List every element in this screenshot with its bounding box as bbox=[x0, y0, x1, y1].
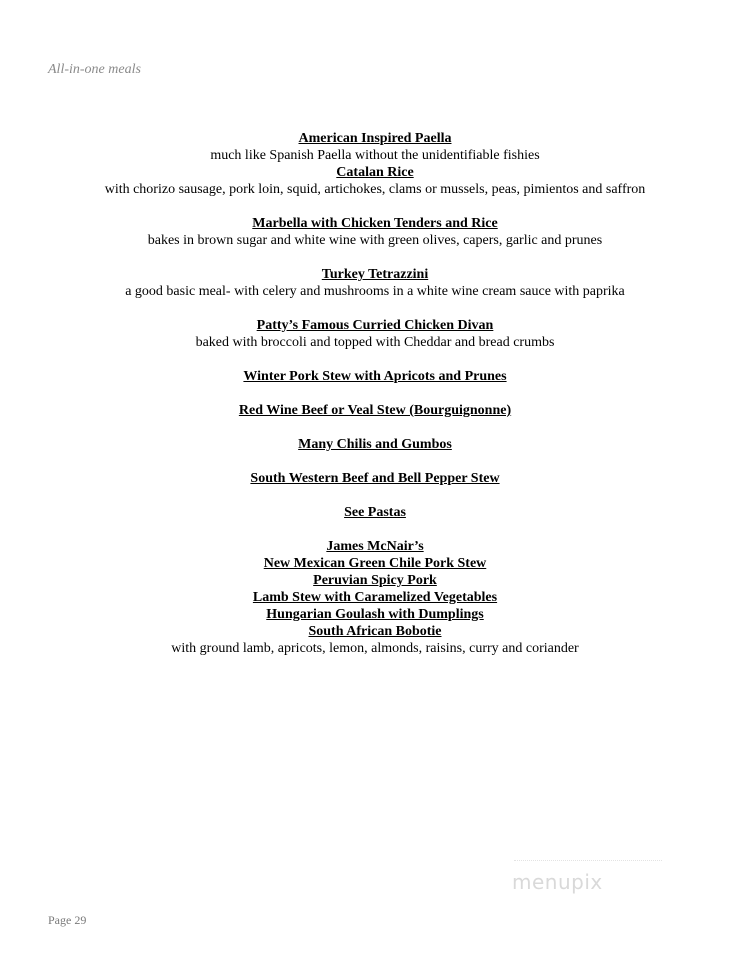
spacer bbox=[0, 351, 750, 368]
see-pastas-link: See Pastas bbox=[344, 505, 406, 520]
dish-name: Turkey Tetrazzini bbox=[321, 267, 429, 282]
spacer bbox=[0, 198, 750, 215]
spacer bbox=[0, 385, 750, 402]
dish-description: with chorizo sausage, pork loin, squid, artichokes, clams or mussels, peas, pimientos and saffron bbox=[104, 182, 646, 197]
dish-name: Red Wine Beef or Veal Stew (Bourguignonne) bbox=[238, 403, 512, 418]
dish-name: Peruvian Spicy Pork bbox=[313, 573, 437, 588]
menu-item bbox=[0, 215, 750, 249]
menu-item bbox=[0, 317, 750, 351]
spacer bbox=[0, 419, 750, 436]
spacer bbox=[0, 487, 750, 504]
dish-name: South African Bobotie bbox=[308, 624, 442, 639]
mcnair-group bbox=[0, 538, 750, 657]
page-header: All-in-one meals bbox=[48, 62, 141, 77]
page-number: Page 29 bbox=[48, 913, 87, 927]
spacer bbox=[0, 453, 750, 470]
dish-description: with ground lamb, apricots, lemon, almonds, raisins, curry and coriander bbox=[171, 641, 579, 656]
dish-name: Lamb Stew with Caramelized Vegetables bbox=[252, 590, 498, 605]
dish-name: Winter Pork Stew with Apricots and Prunes bbox=[243, 369, 507, 384]
dish-name: Catalan Rice bbox=[336, 165, 414, 180]
watermark-line bbox=[514, 860, 662, 861]
dish-name: Marbella with Chicken Tenders and Rice bbox=[252, 216, 498, 231]
dish-name: New Mexican Green Chile Pork Stew bbox=[263, 556, 487, 571]
menupix-watermark bbox=[512, 870, 662, 894]
dish-name: Hungarian Goulash with Dumplings bbox=[266, 607, 484, 622]
watermark-text: menupix bbox=[512, 870, 603, 894]
spacer bbox=[0, 300, 750, 317]
dish-description: a good basic meal- with celery and mushrooms in a white wine cream sauce with paprika bbox=[125, 284, 625, 299]
dish-name: South Western Beef and Bell Pepper Stew bbox=[250, 471, 500, 486]
dish-name: Many Chilis and Gumbos bbox=[298, 437, 452, 452]
dish-description: much like Spanish Paella without the unidentifiable fishies bbox=[210, 148, 540, 163]
menu-item bbox=[0, 130, 750, 164]
group-author: James McNair’s bbox=[326, 539, 424, 554]
menu-item bbox=[0, 266, 750, 300]
menu-item bbox=[0, 164, 750, 198]
dish-description: baked with broccoli and topped with Cheddar and bread crumbs bbox=[195, 335, 555, 350]
dish-description: bakes in brown sugar and white wine with green olives, capers, garlic and prunes bbox=[147, 233, 603, 248]
spacer bbox=[0, 249, 750, 266]
dish-name: Patty’s Famous Curried Chicken Divan bbox=[256, 318, 494, 333]
dish-name: American Inspired Paella bbox=[298, 131, 452, 146]
menu-list bbox=[0, 130, 750, 657]
spacer bbox=[0, 521, 750, 538]
